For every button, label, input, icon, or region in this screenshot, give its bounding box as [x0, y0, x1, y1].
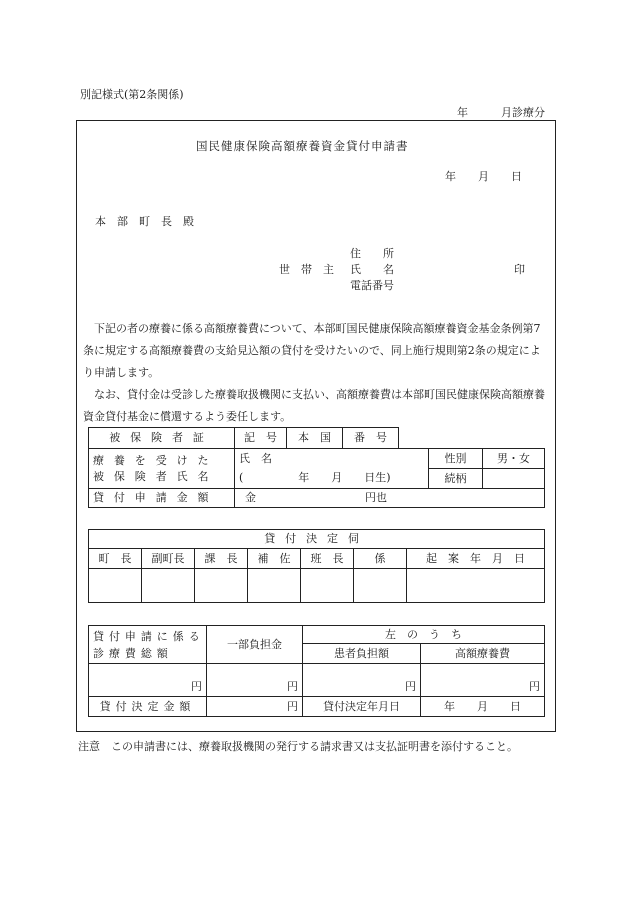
- seal-box-section-chief[interactable]: [195, 569, 248, 603]
- number-field[interactable]: [399, 428, 545, 449]
- addressee: 本 部 町 長 殿: [95, 215, 194, 228]
- form-title: 国民健康保険高額療養資金貸付申請書: [196, 139, 409, 153]
- decision-amount-label: 貸付決定金額: [89, 697, 207, 717]
- insured-cert-label: 被保険者証: [89, 428, 235, 449]
- number-label: 番 号: [343, 428, 399, 449]
- honkoku-label: 本 国: [287, 428, 343, 449]
- high-cost-field[interactable]: 円: [421, 664, 545, 697]
- col-section-chief: 課 長: [195, 549, 248, 569]
- decision-date-field[interactable]: 年 月 日: [421, 697, 545, 717]
- form-reference: 別記様式(第2条関係): [80, 88, 184, 101]
- patient-name-label: 氏 名: [239, 451, 272, 465]
- col-mayor: 町 長: [89, 549, 142, 569]
- treatment-month-label: 年 月診療分: [457, 106, 545, 119]
- col-draft-date: 起 案 年 月 日: [407, 549, 545, 569]
- yen-ya-label: 円也: [365, 491, 387, 504]
- household-head-label: 世 帯 主: [279, 263, 334, 276]
- phone-label: 電話番号: [350, 279, 394, 292]
- attachment-note: 注意 この申請書には、療養取扱機関の発行する請求書又は支払証明書を添付すること。: [78, 740, 518, 753]
- col-assistant: 補 佐: [248, 549, 301, 569]
- loan-decision-table: [88, 529, 545, 603]
- seal-box-staff[interactable]: [354, 569, 407, 603]
- col-team-leader: 班 長: [301, 549, 354, 569]
- amount-table: [88, 625, 545, 717]
- draft-date-field[interactable]: [407, 569, 545, 603]
- relation-field[interactable]: [483, 469, 545, 489]
- partial-payment-label: 一部負担金: [207, 626, 303, 664]
- loan-decision-heading: 貸付決定伺: [89, 530, 545, 549]
- insured-person-table: [88, 427, 545, 508]
- application-date: 年 月 日: [445, 170, 522, 183]
- patient-label: 療養を受けた 被保険者氏名: [89, 449, 235, 489]
- decision-date-label: 貸付決定年月日: [303, 697, 421, 717]
- patient-share-field[interactable]: 円: [303, 664, 421, 697]
- kin-label: 金: [245, 491, 256, 504]
- col-staff: 係: [354, 549, 407, 569]
- total-medical-cost-label: 貸付申請に係る 診療費総額: [89, 626, 207, 664]
- seal-mark: 印: [514, 263, 525, 276]
- col-deputy-mayor: 副町長: [142, 549, 195, 569]
- sex-value[interactable]: 男・女: [483, 449, 545, 469]
- loan-amount-field[interactable]: [235, 489, 545, 508]
- relation-label: 続柄: [429, 469, 483, 489]
- breakdown-label: 左 の う ち: [303, 626, 545, 644]
- patient-share-label: 患者負担額: [303, 644, 421, 664]
- seal-box-team-leader[interactable]: [301, 569, 354, 603]
- name-label: 氏 名: [350, 263, 394, 276]
- loan-amount-label: 貸付申請金額: [89, 489, 235, 508]
- seal-box-mayor[interactable]: [89, 569, 142, 603]
- address-label: 住 所: [350, 247, 394, 260]
- high-cost-label: 高額療養費: [421, 644, 545, 664]
- delegation-text: なお、貸付金は受診した療養取扱機関に支払い、高額療養費は本部町国民健康保険高額療養資金貸付基金に償還するよう委任します。: [83, 388, 545, 423]
- patient-name-field[interactable]: [235, 449, 429, 469]
- seal-box-assistant[interactable]: [248, 569, 301, 603]
- application-text: 下記の者の療養に係る高額療養費について、本部町国民健康保険高額療養資金基金条例第7条に規定する高額療養費の支給見込額の貸付を受けたいので、同上施行規則第2条の規定により申請します。: [83, 322, 541, 379]
- symbol-label: 記 号: [235, 428, 287, 449]
- sex-label: 性別: [429, 449, 483, 469]
- decision-amount-field[interactable]: 円: [207, 697, 303, 717]
- birth-date-field[interactable]: ( 年 月 日生): [235, 469, 429, 489]
- partial-payment-field[interactable]: 円: [207, 664, 303, 697]
- seal-box-deputy-mayor[interactable]: [142, 569, 195, 603]
- total-cost-field[interactable]: 円: [89, 664, 207, 697]
